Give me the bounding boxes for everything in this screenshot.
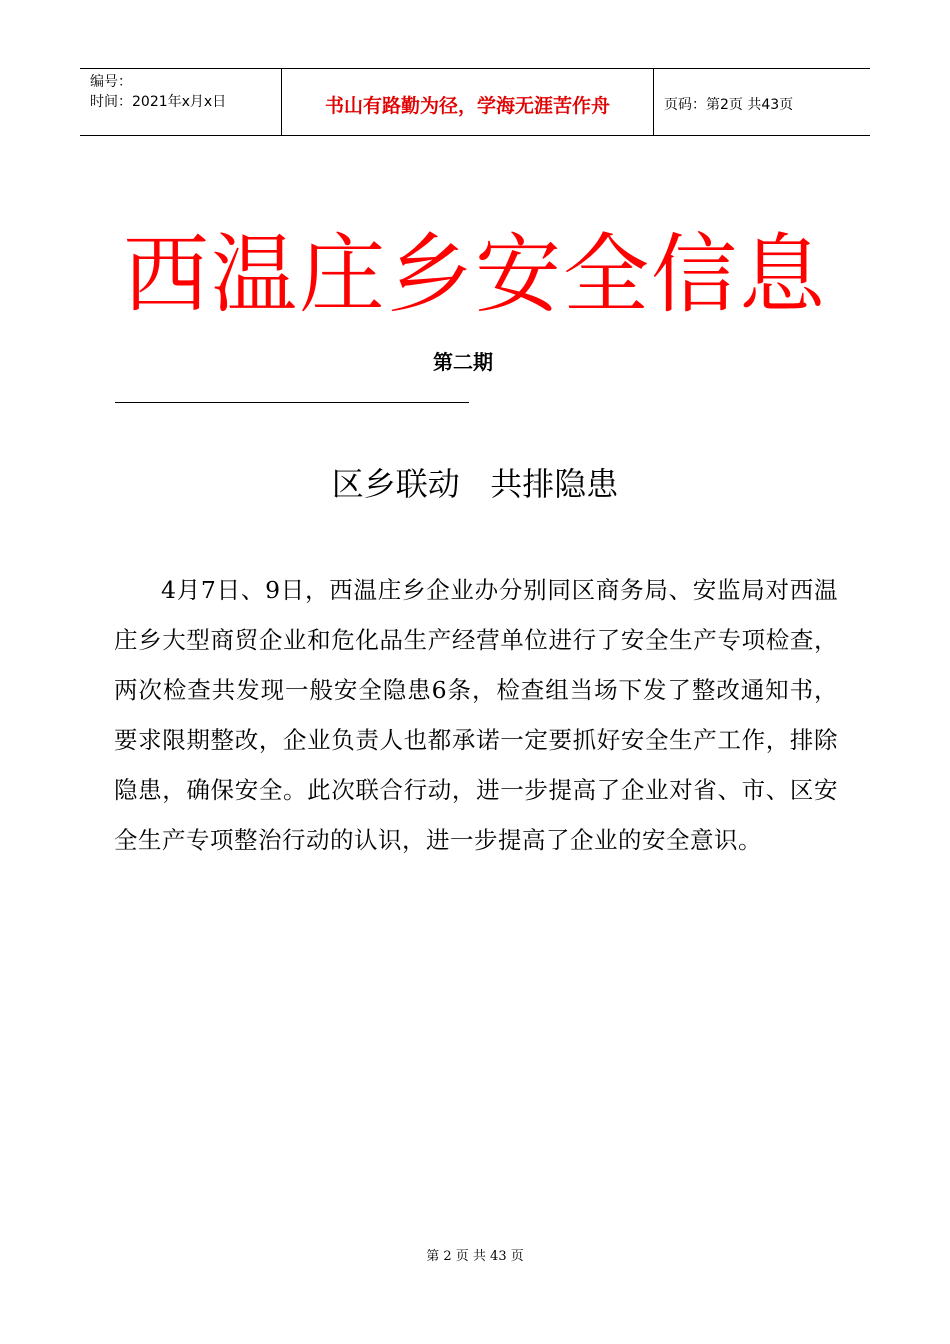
newsletter-title: 西温庄乡安全信息 [123, 225, 827, 325]
document-number-label: 编号： [90, 74, 132, 90]
article-body: 4月7日、9日，西温庄乡企业办分别同区商务局、安监局对西温庄乡大型商贸企业和危化品生产经营单位进行了安全生产专项检查，两次检查共发现一般安全隐患6条，检查组当场下发了整改通知书，要求限期整改，企业负责人也都承诺一定要抓好安全生产工作，排除隐患，确保安全。此次联合行动，进一步提高了企业对省、市、区安全生产专项整治行动的认识，进一步提高了企业的安全意识。 [114, 576, 838, 854]
title-divider [115, 402, 469, 403]
issue-number: 第二期 [433, 350, 493, 374]
page-footer: 第 2 页 共 43 页 [426, 1249, 524, 1264]
header-meta-cell [80, 69, 282, 135]
page-header [80, 68, 870, 136]
header-motto: 书山有路勤为径，学海无涯苦作舟 [282, 69, 654, 135]
document-time-label: 时间：2021年x月x日 [90, 94, 227, 110]
header-page-info: 页码：第2页 共43页 [664, 96, 794, 113]
article-title: 区乡联动 共排隐患 [331, 465, 619, 503]
